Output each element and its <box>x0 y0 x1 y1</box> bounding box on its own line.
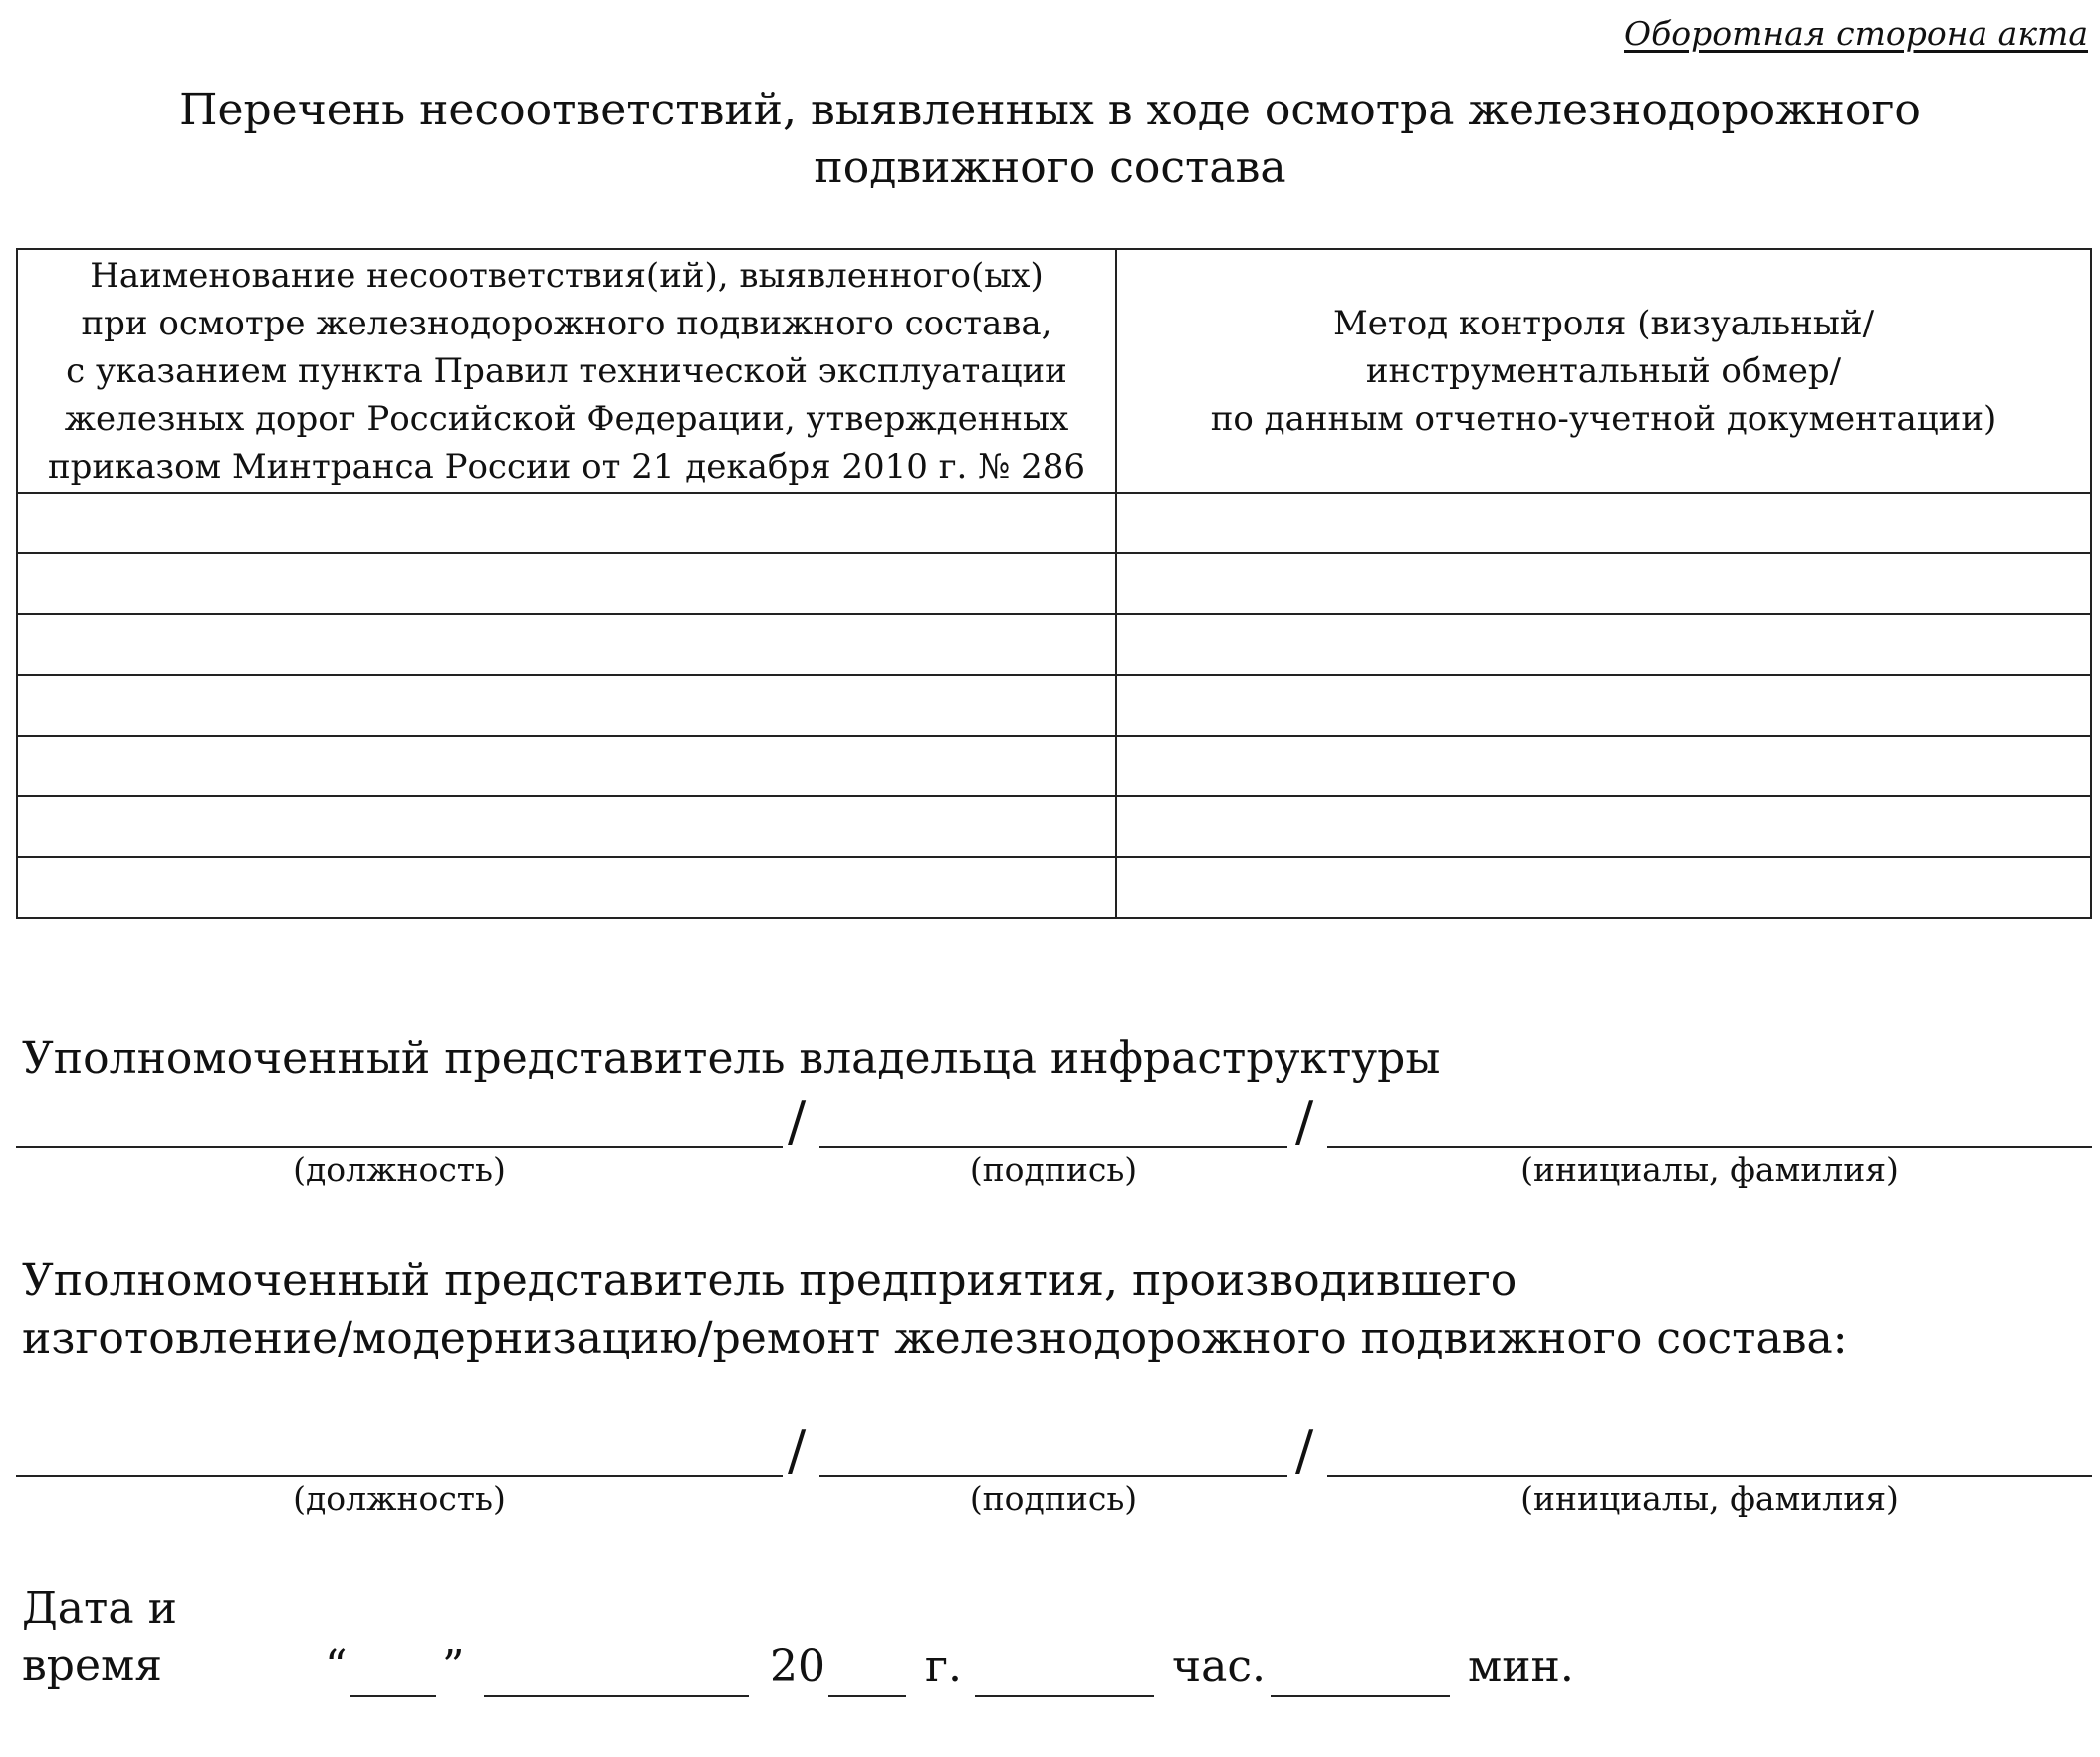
table-header-row <box>17 249 2091 493</box>
header-line: по данным отчетно-учетной документации) <box>1210 398 1997 439</box>
minutes-label: мин. <box>1468 1642 1574 1692</box>
close-quote: ” <box>442 1642 465 1692</box>
table-cell[interactable] <box>17 857 1116 918</box>
signature-line[interactable] <box>819 1146 1287 1148</box>
minutes-line[interactable] <box>1271 1695 1450 1697</box>
enterprise-representative-heading <box>22 1252 1848 1368</box>
table-cell[interactable] <box>1116 675 2091 736</box>
date-label-line-2: время <box>22 1641 162 1691</box>
table-cell[interactable] <box>1116 857 2091 918</box>
table-row <box>17 736 2091 796</box>
table-cell[interactable] <box>17 796 1116 857</box>
heading-line-2: изготовление/модернизацию/ремонт железнодорожного подвижного состава: <box>22 1313 1848 1364</box>
table-row <box>17 614 2091 675</box>
header-line: инструментальный обмер/ <box>1365 350 1842 391</box>
table-cell[interactable] <box>1116 493 2091 553</box>
heading-line-1: Уполномоченный представитель предприятия, производившего <box>22 1255 1517 1306</box>
table-cell[interactable] <box>17 736 1116 796</box>
separator-slash: / <box>788 1420 807 1482</box>
nonconformity-table <box>16 248 2092 919</box>
header-line: при осмотре железнодорожного подвижного состава, <box>81 303 1052 343</box>
title-line-1: Перечень несоответствий, выявленных в ходе осмотра железнодорожного <box>179 85 1921 135</box>
table-cell[interactable] <box>1116 614 2091 675</box>
name-line[interactable] <box>1327 1146 2092 1148</box>
hours-label: час. <box>1172 1642 1266 1692</box>
caption-position: (должность) <box>293 1479 506 1518</box>
table-cell[interactable] <box>1116 553 2091 614</box>
year-suffix: г. <box>925 1642 963 1692</box>
table-row <box>17 675 2091 736</box>
page-title <box>0 82 2100 197</box>
header-line: железных дорог Российской Федерации, утвержденных <box>64 398 1069 439</box>
table-cell[interactable] <box>1116 736 2091 796</box>
open-quote: “ <box>325 1642 348 1692</box>
header-control-method <box>1116 249 2091 493</box>
caption-signature: (подпись) <box>969 1479 1138 1518</box>
position-line[interactable] <box>16 1146 783 1148</box>
caption-initials-surname: (инициалы, фамилия) <box>1520 1479 1899 1518</box>
hours-line[interactable] <box>975 1695 1154 1697</box>
name-line[interactable] <box>1327 1475 2092 1477</box>
signature-line[interactable] <box>819 1475 1287 1477</box>
caption-position: (должность) <box>293 1150 506 1189</box>
caption-initials-surname: (инициалы, фамилия) <box>1520 1150 1899 1189</box>
header-line: Метод контроля (визуальный/ <box>1332 303 1875 343</box>
table-row <box>17 857 2091 918</box>
year-prefix: 20 <box>770 1642 825 1692</box>
header-line: Наименование несоответствия(ий), выявленного(ых) <box>90 255 1044 296</box>
header-line: приказом Минтранса России от 21 декабря 2010 г. № 286 <box>47 446 1086 487</box>
month-line[interactable] <box>484 1695 749 1697</box>
caption-signature: (подпись) <box>969 1150 1138 1189</box>
header-line: с указанием пункта Правил технической эксплуатации <box>66 350 1067 391</box>
separator-slash: / <box>1295 1420 1314 1482</box>
table-cell[interactable] <box>1116 796 2091 857</box>
table-row <box>17 796 2091 857</box>
separator-slash: / <box>788 1090 807 1153</box>
separator-slash: / <box>1295 1090 1314 1153</box>
table-cell[interactable] <box>17 614 1116 675</box>
day-line[interactable] <box>350 1695 436 1697</box>
date-time-label <box>22 1580 177 1695</box>
header-nonconformity-name <box>17 249 1116 493</box>
year-line[interactable] <box>828 1695 906 1697</box>
reverse-side-note: Оборотная сторона акта <box>1624 14 2088 53</box>
infrastructure-owner-heading: Уполномоченный представитель владельца инфраструктуры <box>22 1033 1441 1084</box>
table-row <box>17 553 2091 614</box>
position-line[interactable] <box>16 1475 783 1477</box>
table-cell[interactable] <box>17 553 1116 614</box>
table-cell[interactable] <box>17 675 1116 736</box>
date-label-line-1: Дата и <box>22 1583 177 1634</box>
table-cell[interactable] <box>17 493 1116 553</box>
table-row <box>17 493 2091 553</box>
title-line-2: подвижного состава <box>814 142 1286 193</box>
